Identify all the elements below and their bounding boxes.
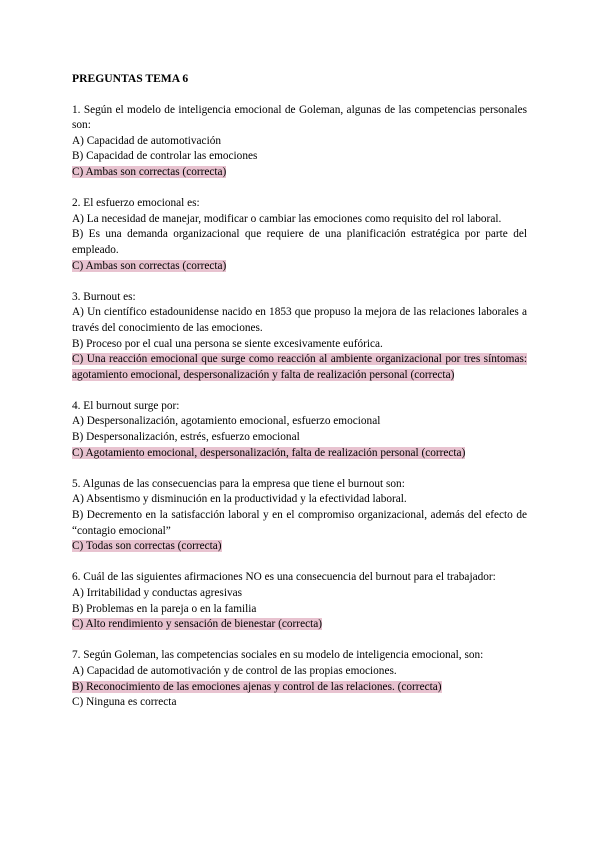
- correct-answer-highlight: C) Ambas son correctas (correcta): [72, 259, 227, 272]
- answer-option-b: B) Capacidad de controlar las emociones: [72, 150, 258, 163]
- correct-answer-highlight: C) Una reacción emocional que surge como reacción al ambiente organizacional por tres síntomas: agotamiento emocional, despersonalización y falta de realización personal (correcta): [72, 353, 527, 381]
- question-stem: 2. El esfuerzo emocional es:: [72, 197, 200, 210]
- answer-option-b: B) Es una demanda organizacional que requiere de una planificación estratégica por parte del empleado.: [72, 228, 527, 256]
- answer-option-c: [72, 352, 527, 383]
- answer-option-a: A) La necesidad de manejar, modificar o cambiar las emociones como requisito del rol laboral.: [72, 212, 502, 225]
- question-7: [72, 648, 527, 710]
- correct-answer-highlight: C) Alto rendimiento y sensación de bienestar (correcta): [72, 618, 323, 631]
- question-stem: 4. El burnout surge por:: [72, 399, 180, 412]
- answer-option-c: [72, 165, 527, 181]
- question-2: [72, 196, 527, 274]
- answer-option-b: B) Decremento en la satisfacción laboral y en el compromiso organizacional, además del efecto de “contagio emocional”: [72, 509, 527, 537]
- question-stem: 7. Según Goleman, las competencias sociales en su modelo de inteligencia emocional, son:: [72, 649, 484, 662]
- answer-option-b: B) Problemas en la pareja o en la familia: [72, 602, 257, 615]
- answer-option-b: [72, 680, 527, 696]
- answer-option-c: [72, 446, 527, 462]
- answer-option-b: B) Proceso por el cual una persona se siente excesivamente eufórica.: [72, 337, 383, 350]
- document-page: [72, 71, 527, 726]
- question-stem: 5. Algunas de las consecuencias para la empresa que tiene el burnout son:: [72, 477, 405, 490]
- answer-option-a: A) Capacidad de automotivación: [72, 134, 222, 147]
- answer-option-a: A) Un científico estadounidense nacido en 1853 que propuso la mejora de las relaciones laborales a través del conocimiento de las emociones.: [72, 306, 527, 334]
- question-6: [72, 570, 527, 632]
- question-1: [72, 103, 527, 181]
- question-4: [72, 399, 527, 461]
- question-stem: 1. Según el modelo de inteligencia emocional de Goleman, algunas de las competencias personales son:: [72, 103, 527, 132]
- answer-option-a: A) Irritabilidad y conductas agresivas: [72, 587, 243, 599]
- answer-option-c: [72, 617, 527, 633]
- answer-option-a: A) Capacidad de automotivación y de control de las propias emociones.: [72, 664, 397, 677]
- correct-answer-highlight: B) Reconocimiento de las emociones ajenas y control de las relaciones. (correcta): [72, 680, 442, 693]
- answer-option-a: A) Despersonalización, agotamiento emocional, esfuerzo emocional: [72, 415, 381, 428]
- answer-option-a: A) Absentismo y disminución en la productividad y la efectividad laboral.: [72, 493, 407, 506]
- question-5: [72, 477, 527, 555]
- question-stem: 6. Cuál de las siguientes afirmaciones NO es una consecuencia del burnout para el trabajador:: [72, 571, 496, 584]
- question-3: [72, 290, 527, 384]
- question-stem: 3. Burnout es:: [72, 290, 136, 303]
- answer-option-c: [72, 539, 527, 555]
- correct-answer-highlight: C) Todas son correctas (correcta): [72, 540, 222, 553]
- page-title: PREGUNTAS TEMA 6: [72, 72, 189, 85]
- answer-option-c: C) Ninguna es correcta: [72, 696, 177, 709]
- correct-answer-highlight: C) Agotamiento emocional, despersonalización, falta de realización personal (correcta): [72, 446, 466, 459]
- answer-option-b: B) Despersonalización, estrés, esfuerzo emocional: [72, 431, 300, 444]
- answer-option-c: [72, 259, 527, 275]
- correct-answer-highlight: C) Ambas son correctas (correcta): [72, 165, 227, 178]
